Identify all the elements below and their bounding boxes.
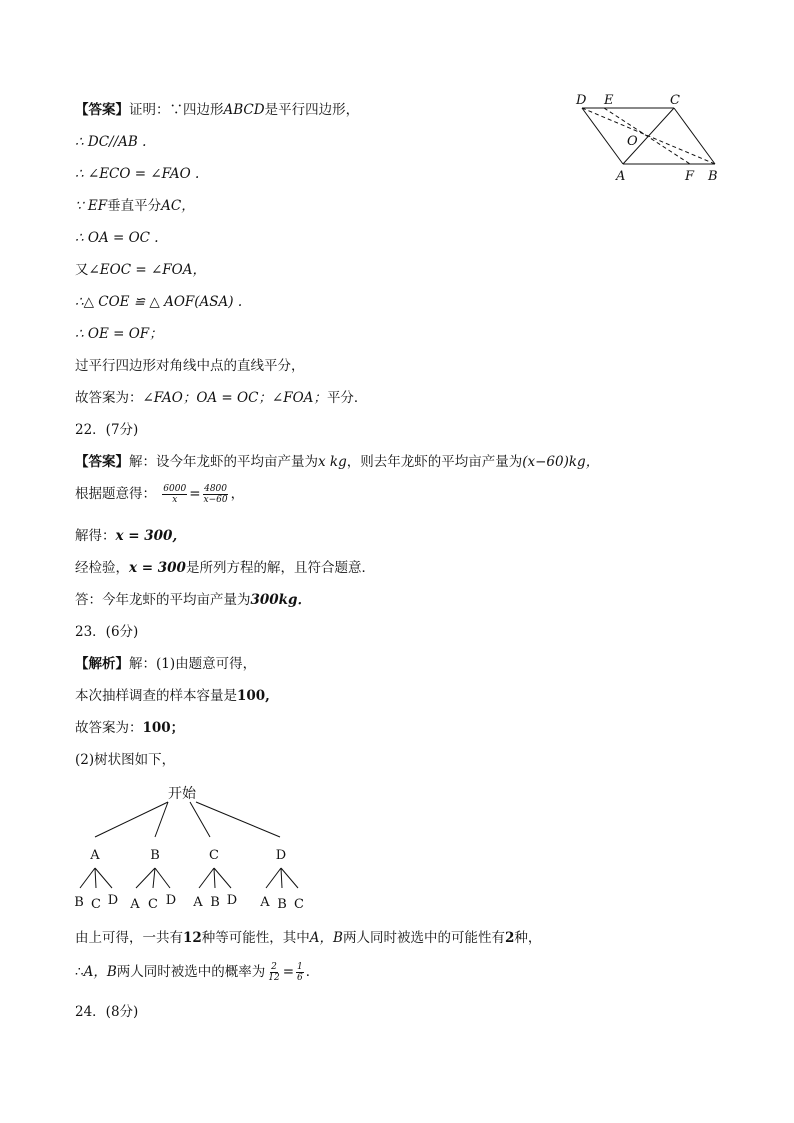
q23-l5-c: 种等可能性，其中	[201, 930, 310, 946]
q23-l5-g: 种，	[514, 930, 542, 946]
tree-leaf: B	[210, 895, 220, 910]
q23-line-4: (2)树状图如下，	[75, 752, 176, 768]
branch-b-a	[136, 868, 155, 888]
fraction-6000-x	[162, 484, 187, 505]
q21-l1-tail: 是平行四边形，	[264, 102, 360, 118]
fraction-denominator: x	[172, 495, 178, 505]
q23-l2-text: 本次抽样调查的样本容量是	[75, 688, 237, 704]
tree-leaf: B	[277, 897, 287, 912]
fraction-1-6	[296, 962, 304, 983]
fraction-numerator: 4800	[204, 484, 227, 494]
q23-l6-a: ∴	[75, 964, 84, 980]
q21-line-2: ∴ DC//AB .	[75, 134, 147, 150]
q23-line-1	[75, 654, 256, 674]
label-e: E	[604, 93, 614, 108]
branch-b-c	[153, 868, 155, 888]
branch-c-d	[214, 868, 231, 888]
tree-node-a: A	[90, 848, 100, 863]
answer-tag: 【答案】	[75, 454, 129, 470]
branch-a-c	[95, 868, 96, 888]
q22-line-2	[75, 484, 244, 505]
tree-leaf: B	[74, 895, 84, 910]
q23-l6-b: A，B	[83, 964, 117, 980]
q23-header: 23．(6分)	[75, 624, 139, 640]
equals-sign: =	[189, 486, 201, 502]
tree-node-b: B	[150, 848, 160, 863]
q24-header: 24．(8分)	[75, 1004, 139, 1020]
fraction-numerator: 2	[271, 962, 277, 972]
fraction-numerator: 6000	[163, 484, 187, 494]
tree-root: 开始	[168, 786, 196, 802]
q22-l1-expr: (x−60)kg，	[522, 454, 600, 470]
q22-l5-math: 300kg．	[250, 592, 311, 608]
q23-l3-num: 100；	[142, 720, 185, 736]
q21-l10-math: ∠FAO；OA = OC；∠FOA；	[142, 390, 327, 406]
q23-l5-b: 12	[183, 930, 202, 946]
q23-l6-c: 两人同时被选中的概率为	[116, 964, 266, 980]
q22-l4-tail: 是所列方程的解，且符合题意．	[185, 560, 375, 576]
q22-l5-text: 答：今年龙虾的平均亩产量为	[75, 592, 251, 608]
tree-diagram	[68, 782, 328, 912]
tree-leaf: D	[107, 893, 119, 908]
q22-l4-math: x = 300	[129, 560, 186, 576]
q21-line-4	[75, 196, 195, 216]
branch-c-a	[199, 868, 214, 888]
branch-c-b	[214, 868, 215, 888]
label-a: A	[616, 169, 626, 184]
q21-l10-tail: 平分．	[326, 390, 368, 406]
q21-line-7: ∴△ COE ≌ △ AOF(ASA) .	[75, 294, 243, 310]
tree-leaf: D	[226, 893, 238, 908]
tree-leaf: A	[260, 895, 270, 910]
label-f: F	[685, 169, 695, 184]
parallelogram-figure	[570, 88, 750, 188]
tree-node-d: D	[275, 848, 287, 863]
q22-line-3	[75, 526, 177, 546]
tree-leaf: A	[193, 895, 203, 910]
q23-l5-e: 两人同时被选中的可能性有	[342, 930, 505, 946]
q21-line-1	[75, 100, 359, 120]
q21-line-3: ∴ ∠ECO = ∠FAO .	[75, 166, 200, 182]
label-c: C	[670, 93, 680, 108]
answer-tag: 【答案】	[75, 102, 129, 118]
q22-l1-mid: ，则去年龙虾的平均亩产量为	[346, 454, 523, 470]
q23-l3-text: 故答案为：	[75, 720, 143, 736]
q21-line-8: ∴ OE = OF；	[75, 326, 163, 342]
q21-l4-text: 垂直平分	[107, 198, 162, 214]
q21-l10-text: 故答案为：	[75, 390, 143, 406]
fraction-denominator: 12	[268, 973, 280, 983]
q22-header: 22．(7分)	[75, 422, 139, 438]
q22-l3-text: 解得：	[75, 528, 116, 544]
fraction-4800-x60	[203, 484, 229, 505]
branch-b-d	[155, 868, 170, 888]
q23-l5-a: 由上可得，一共有	[75, 930, 183, 946]
tree-leaf: D	[165, 893, 177, 908]
q22-l2-text: 根据题意得：	[75, 486, 156, 502]
q22-l4-text: 经检验，	[75, 560, 129, 576]
q22-line-5	[75, 590, 311, 610]
fraction-denominator: x−60	[203, 495, 228, 505]
fraction-2-12	[267, 962, 280, 983]
q23-line-6	[75, 962, 319, 983]
fraction-denominator: 6	[297, 973, 303, 983]
label-d: D	[576, 93, 587, 108]
q21-line-5: ∴ OA = OC .	[75, 230, 159, 246]
q21-line-6	[75, 260, 206, 280]
label-b: B	[708, 169, 718, 184]
branch-root-d	[196, 802, 280, 837]
q21-l1-abcd: ABCD	[223, 102, 265, 118]
q21-l1-text: 证明：∵四边形	[129, 102, 224, 118]
tree-leaf: C	[294, 897, 304, 912]
q21-line-9: 过平行四边形对角线中点的直线平分，	[75, 358, 305, 374]
branch-d-c	[281, 868, 298, 888]
analysis-tag: 【解析】	[75, 656, 129, 672]
q23-l5-d: A，B	[309, 930, 343, 946]
q21-l4-ef: ∵ EF	[75, 198, 108, 214]
q22-line-4	[75, 558, 375, 578]
q22-line-1	[75, 452, 599, 472]
q23-l2-num: 100,	[237, 688, 270, 704]
q21-l6-math: ∠EOC = ∠FOA，	[88, 262, 206, 278]
q21-line-10	[75, 388, 367, 408]
tree-leaf: C	[148, 897, 158, 912]
branch-a-d	[95, 868, 112, 888]
q22-l3-math: x = 300,	[115, 528, 178, 544]
q22-l1-xkg: x kg	[318, 454, 347, 470]
q23-l5-f: 2	[504, 930, 515, 946]
q23-l6-end: ．	[305, 964, 320, 980]
branch-a-b	[80, 868, 95, 888]
branch-d-b	[281, 868, 282, 888]
q23-line-2	[75, 686, 270, 706]
q22-l1-text: 解：设今年龙虾的平均亩产量为	[129, 454, 318, 470]
q23-line-5	[75, 928, 541, 948]
label-o: O	[627, 134, 638, 149]
fraction-numerator: 1	[297, 962, 303, 972]
q21-l6-text: 又	[75, 262, 89, 278]
q23-l1-text: 解：(1)由题意可得，	[129, 656, 257, 672]
branch-d-a	[266, 868, 281, 888]
q21-l4-ac: AC，	[161, 198, 195, 214]
branch-root-c	[190, 802, 210, 837]
tree-leaf: A	[130, 897, 140, 912]
q23-line-3	[75, 718, 184, 738]
tree-node-c: C	[209, 848, 219, 863]
q22-l2-end: ，	[230, 486, 245, 502]
tree-leaf: C	[91, 897, 101, 912]
equals-sign: =	[282, 964, 295, 980]
